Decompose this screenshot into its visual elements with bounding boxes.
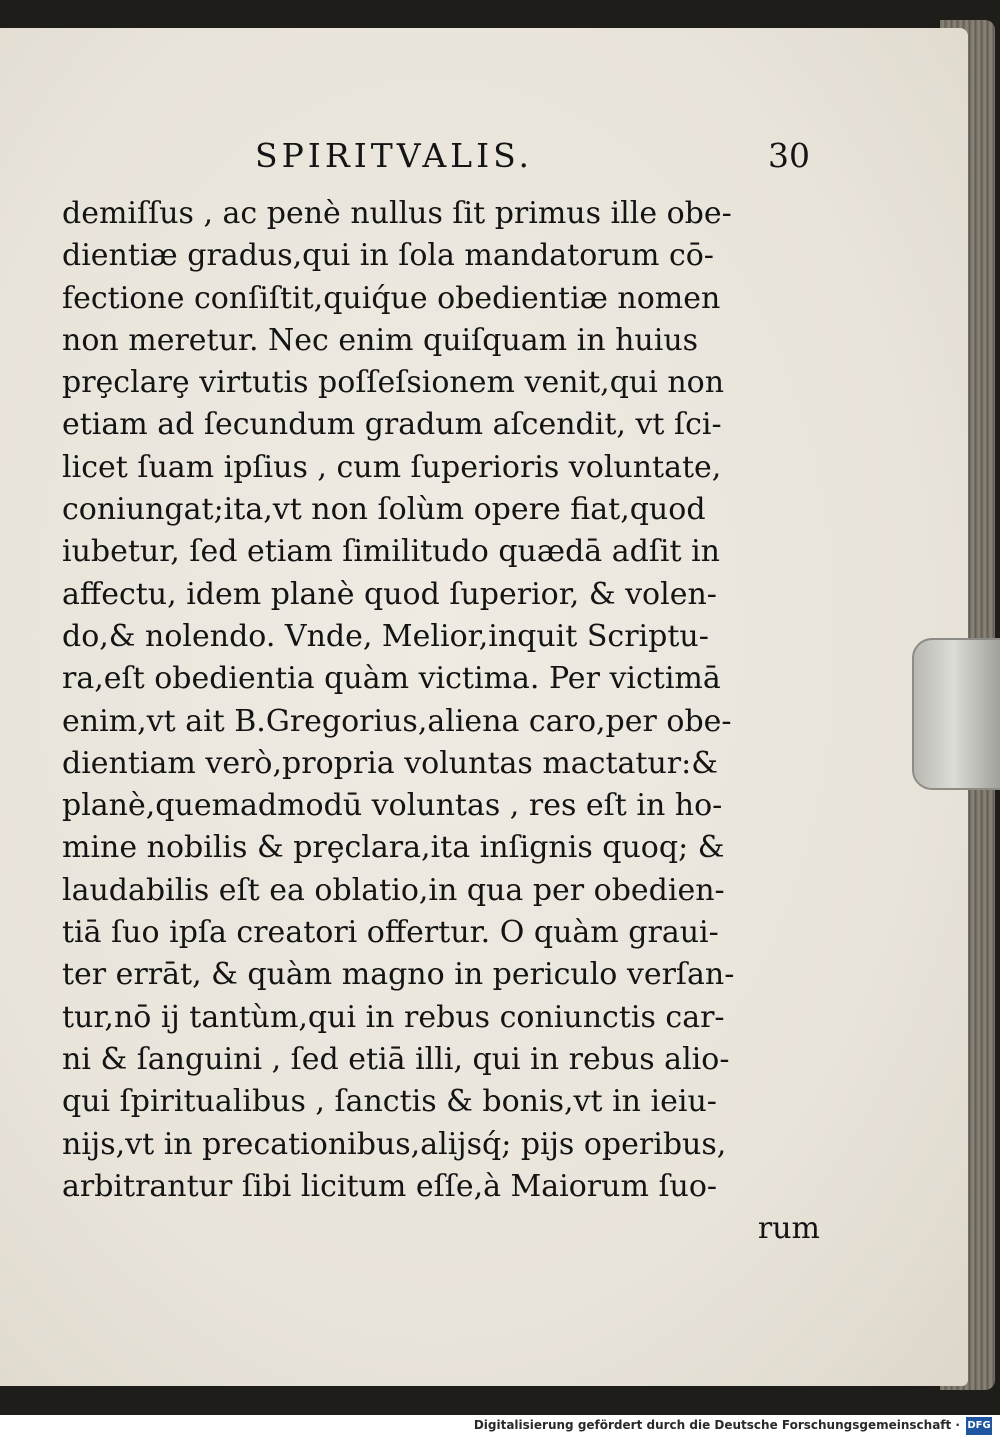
text-line: mine nobilis & prȩclara,ita inſignis quoq; & bbox=[62, 830, 725, 866]
page-clip bbox=[912, 638, 1000, 790]
text-line: prȩclarȩ virtutis poſſeſsionem venit,qui non bbox=[62, 365, 725, 401]
text-line: etiam ad ſecundum gradum aſcendit, vt ſci- bbox=[62, 407, 722, 443]
text-line: tiā ſuo ipſa creatori offertur. O quàm graui- bbox=[62, 915, 719, 951]
text-line: planè,quemadmodū voluntas , res eſt in ho- bbox=[62, 788, 723, 824]
body-text bbox=[62, 193, 822, 1250]
running-title: SPIRITVALIS. bbox=[255, 136, 534, 175]
text-line: dientiam verò,propria voluntas mactatur:& bbox=[62, 745, 718, 781]
text-line: ni & ſanguini , ſed etiā illi, qui in rebus alio- bbox=[62, 1041, 730, 1077]
text-line: qui ſpiritualibus , ſanctis & bonis,vt in ieiu- bbox=[62, 1084, 717, 1120]
running-head bbox=[0, 136, 968, 186]
text-line: non meretur. Nec enim quiſquam in huius bbox=[62, 322, 699, 358]
text-line: licet ſuam ipſius , cum ſuperioris voluntate, bbox=[62, 449, 722, 485]
text-line: demiſſus , ac penè nullus ſit primus ille obe- bbox=[62, 196, 732, 231]
text-line: tur,nō ij tantùm,qui in rebus coniunctis car- bbox=[62, 999, 725, 1035]
text-line: iubetur, ſed etiam ſimilitudo quædā adſit in bbox=[62, 534, 720, 570]
book-page bbox=[0, 28, 968, 1386]
catchword: rum bbox=[757, 1211, 820, 1247]
text-line: coniungat;ita,vt non ſolùm opere fiat,quod bbox=[62, 492, 706, 528]
page-number: 30 bbox=[768, 136, 810, 175]
funding-credit: Digitalisierung gefördert durch die Deutsche Forschungsgemeinschaft · bbox=[473, 1418, 960, 1432]
text-line: enim,vt ait B.Gregorius,aliena caro,per obe- bbox=[62, 703, 732, 739]
text-line: ra,eſt obedientia quàm victima. Per victimā bbox=[62, 661, 721, 697]
text-line: arbitrantur ſibi licitum eſſe,à Maiorum ſuo- bbox=[62, 1168, 718, 1204]
text-line: affectu, idem planè quod ſuperior, & volen- bbox=[62, 576, 717, 612]
text-line: laudabilis eſt ea oblatio,in qua per obedien- bbox=[62, 872, 725, 908]
text-line: do,& nolendo. Vnde, Melior,inquit Scriptu- bbox=[62, 618, 709, 654]
text-line: dientiæ gradus,qui in ſola mandatorum cō- bbox=[62, 238, 714, 274]
text-line: ter errāt, & quàm magno in periculo verſan- bbox=[62, 957, 735, 993]
text-line: nijs,vt in precationibus,alijsq́; pijs operibus, bbox=[62, 1126, 727, 1162]
footer-bar bbox=[0, 1415, 1000, 1440]
text-line: fectione conſiſtit,quiq́ue obedientiæ nomen bbox=[62, 280, 721, 316]
dfg-logo-icon: DFG bbox=[966, 1417, 992, 1435]
